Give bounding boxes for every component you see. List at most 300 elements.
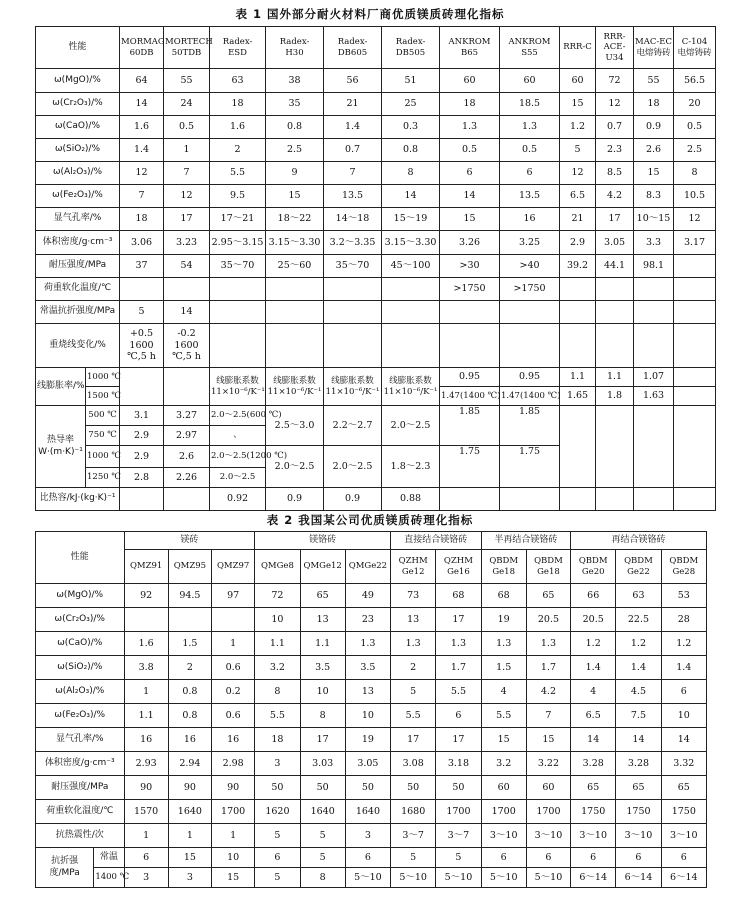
table1-cell: 13.5 <box>500 185 560 208</box>
table2-cell: 3.05 <box>345 752 390 776</box>
table1-cell: 55 <box>164 69 210 93</box>
table1-cell: 5.5 <box>210 162 266 185</box>
table1-cell: 10～15 <box>634 208 674 231</box>
table1-cell <box>500 324 560 368</box>
table2-group-header: 半再结合镁铬砖 <box>481 532 571 550</box>
table1-column-header: RRR- ACE-U34 <box>596 27 634 69</box>
table1-column-header: MORMAG 60DB <box>120 27 164 69</box>
table2-cell: 3～10 <box>661 824 706 848</box>
table1-cell: 10.5 <box>674 185 716 208</box>
table2-cell: 3.28 <box>571 752 616 776</box>
table1-cell <box>596 301 634 324</box>
table2-cell: 3.5 <box>300 656 345 680</box>
empty-cell <box>596 488 634 511</box>
table1-cell: 38 <box>266 69 324 93</box>
table2-cell: 5 <box>255 824 300 848</box>
table2-cell: 1.3 <box>526 632 570 656</box>
table1-cell: 12 <box>120 162 164 185</box>
table1-cell: 98.1 <box>634 255 674 278</box>
table1-cell: 17～21 <box>210 208 266 231</box>
table2-column-header: QBDM Ge28 <box>661 550 706 584</box>
table2-cell: 94.5 <box>168 584 211 608</box>
table2-cell: 2.98 <box>212 752 255 776</box>
table1-cell <box>674 255 716 278</box>
table1-cell: 72 <box>596 69 634 93</box>
table2-cell <box>212 608 255 632</box>
table1-cell: 3.26 <box>440 231 500 255</box>
table2-cell: 49 <box>345 584 390 608</box>
table1-cell: 63 <box>210 69 266 93</box>
table2-cell: 1.3 <box>345 632 390 656</box>
table2-cell: 5 <box>300 848 345 868</box>
table1-cell: 2.9 <box>120 446 164 468</box>
table2-cell: 6 <box>345 848 390 868</box>
table1-cell: 14 <box>382 185 440 208</box>
table1-cell: 24 <box>164 93 210 116</box>
table1-cell: 18 <box>634 93 674 116</box>
table1-cell: 9 <box>266 162 324 185</box>
table1-row <box>36 185 716 208</box>
table2-cell: 5.5 <box>255 704 300 728</box>
table1-cell <box>560 278 596 301</box>
table1-cell <box>440 301 500 324</box>
table1-cell <box>382 324 440 368</box>
table2-cell: 72 <box>255 584 300 608</box>
table2-cell: 60 <box>526 776 570 800</box>
table2-cell: 1 <box>212 824 255 848</box>
expansion-coef: 线膨胀系数 11×10⁻⁶/K⁻¹ <box>210 368 266 406</box>
table2-column-header: QBDM Ge22 <box>616 550 661 584</box>
table1-cell: 35～70 <box>210 255 266 278</box>
table1-cell: 2.97 <box>164 426 210 446</box>
table1-row-label: 荷重软化温度/℃ <box>36 278 120 301</box>
table2-column-header: QMGe22 <box>345 550 390 584</box>
table1-row <box>36 324 716 368</box>
table2-cell: 5～10 <box>345 868 390 888</box>
table2-row-label: ω(SiO₂)/% <box>36 656 125 680</box>
table2-cell: 1.3 <box>391 632 436 656</box>
table1-cell: 0.5 <box>674 116 716 139</box>
table2-column-header: QMZ97 <box>212 550 255 584</box>
table2-title: 表 2 我国某公司优质镁质砖理化指标 <box>266 513 474 527</box>
table2-cell: 7.5 <box>616 704 661 728</box>
table2-cell: 60 <box>481 776 526 800</box>
table2-group-header: 镁砖 <box>124 532 255 550</box>
table2-cell: 1.7 <box>436 656 481 680</box>
table1-cell: 8 <box>382 162 440 185</box>
flex-strength-label: 抗折强度/MPa <box>36 848 94 888</box>
table2-group-header: 直接结合镁铬砖 <box>391 532 482 550</box>
table2-cell: 1750 <box>571 800 616 824</box>
table2-column-header: QZHM Ge16 <box>436 550 481 584</box>
table2-cell: 92 <box>124 584 168 608</box>
table1-cell: 35 <box>266 93 324 116</box>
table1-cell: 60 <box>440 69 500 93</box>
table1-cell <box>674 301 716 324</box>
table1-cell: 1.3 <box>440 116 500 139</box>
table1-cell: 1.8～2.3 <box>382 446 440 488</box>
table2-row-label: ω(Cr₂O₃)/% <box>36 608 125 632</box>
table1-cell <box>266 324 324 368</box>
table1-row-label: ω(Cr₂O₃)/% <box>36 93 120 116</box>
table1-column-header: ANKROM B65 <box>440 27 500 69</box>
table1-cell: 2.0～2.5(600 ℃) <box>210 406 266 426</box>
table1-cell: >1750 <box>500 278 560 301</box>
conductivity-label: 热导率 W·(m·K)⁻¹ <box>36 406 86 488</box>
table1-cell: 35～70 <box>324 255 382 278</box>
table1-cell <box>596 324 634 368</box>
table2-column-header: QZHM Ge12 <box>391 550 436 584</box>
table1-cell <box>560 301 596 324</box>
table2-cell: 4.5 <box>616 680 661 704</box>
table1-cell: 6 <box>500 162 560 185</box>
table2-cell: 3.03 <box>300 752 345 776</box>
table2-cell: 3～7 <box>391 824 436 848</box>
table2-cell: 0.8 <box>168 680 211 704</box>
table2-cell: 3 <box>255 752 300 776</box>
table2-row-label: ω(Al₂O₃)/% <box>36 680 125 704</box>
table2-cell: 5～10 <box>436 868 481 888</box>
table2-cell: 3 <box>168 868 211 888</box>
table1-cell: 0.88 <box>382 488 440 511</box>
table2-column-header: QMGe12 <box>300 550 345 584</box>
table1-cell: >40 <box>500 255 560 278</box>
table2-cell: 3.2 <box>481 752 526 776</box>
table2-cell: 1 <box>212 632 255 656</box>
table2-cell: 15 <box>481 728 526 752</box>
table2-cell: 1750 <box>616 800 661 824</box>
table2-cell: 15 <box>526 728 570 752</box>
table1-cell: 18 <box>120 208 164 231</box>
table2-column-header: QBDM Ge18 <box>526 550 570 584</box>
table1-cell: 15 <box>440 208 500 231</box>
table2-cell: 4.2 <box>526 680 570 704</box>
table2-cell: 3～10 <box>481 824 526 848</box>
table2-cell: 1.2 <box>571 632 616 656</box>
table2-cell: 6 <box>255 848 300 868</box>
table2-cell <box>124 608 168 632</box>
table2-cell: 15 <box>212 868 255 888</box>
table2-cell: 19 <box>481 608 526 632</box>
table2-cell: 1 <box>124 680 168 704</box>
table2-cell: 50 <box>255 776 300 800</box>
table2-cell: 10 <box>300 680 345 704</box>
table2-cell: 3 <box>345 824 390 848</box>
table1-cell: 0.3 <box>382 116 440 139</box>
empty-cell <box>560 406 596 488</box>
table1-cell: 1.75 <box>500 446 560 488</box>
table2-cell: 6 <box>571 848 616 868</box>
table2-cell: 3～7 <box>436 824 481 848</box>
empty-cell <box>674 406 716 488</box>
table2-cell: 6～14 <box>571 868 616 888</box>
table1-cell <box>210 324 266 368</box>
table1-cell: 0.95 <box>440 368 500 387</box>
table2-cell: 1.1 <box>300 632 345 656</box>
table1-cell: 12 <box>560 162 596 185</box>
flex-sub-ambient: 常温 <box>94 848 124 868</box>
table1-cell: 3.15～3.30 <box>266 231 324 255</box>
table2-cell: 50 <box>391 776 436 800</box>
table1-cell: 6.5 <box>560 185 596 208</box>
table1-cell: 18.5 <box>500 93 560 116</box>
table2-cell: 13 <box>391 608 436 632</box>
table1-cell: 3.23 <box>164 231 210 255</box>
table1-cell: 0.8 <box>266 116 324 139</box>
table1-cell: +0.5 1600 ℃,5 h <box>120 324 164 368</box>
table1-column-header: C-104 电熔铸砖 <box>674 27 716 69</box>
table1-row-label: ω(CaO)/% <box>36 116 120 139</box>
table1-cell: 0.9 <box>324 488 382 511</box>
table1-cell: 7 <box>164 162 210 185</box>
table2-cell: 2.93 <box>124 752 168 776</box>
table2-cell: 1640 <box>345 800 390 824</box>
empty-cell <box>674 387 716 406</box>
table2-cell: 8 <box>300 868 345 888</box>
table1-cell: 21 <box>560 208 596 231</box>
table1-cell: 2.0～2.5 <box>266 446 324 488</box>
table2-cell: 1640 <box>300 800 345 824</box>
table1-cell <box>382 278 440 301</box>
table1-row <box>36 255 716 278</box>
table2-cell: 18 <box>255 728 300 752</box>
table2-cell: 3.22 <box>526 752 570 776</box>
table1-cell: 3.3 <box>634 231 674 255</box>
table2-cell: 3.8 <box>124 656 168 680</box>
table2-cell: 13 <box>345 680 390 704</box>
table2-cell: 5～10 <box>481 868 526 888</box>
table1-cell: 2.0～2.5(1200 ℃) <box>210 446 266 468</box>
table2-header-label: 性能 <box>36 532 125 584</box>
empty-cell <box>596 406 634 488</box>
table1-cell: 3.25 <box>500 231 560 255</box>
table2-cell: 3.32 <box>661 752 706 776</box>
table1-cell: 16 <box>500 208 560 231</box>
table1-cell: 44.1 <box>596 255 634 278</box>
table1-cell: 7 <box>324 162 382 185</box>
table1-cell: 0.92 <box>210 488 266 511</box>
table1-cell: 2.9 <box>120 426 164 446</box>
table2-cell: 50 <box>436 776 481 800</box>
table2-row-label: ω(Fe₂O₃)/% <box>36 704 125 728</box>
table2-cell: 16 <box>124 728 168 752</box>
table2-cell: 65 <box>300 584 345 608</box>
empty-cell <box>634 488 674 511</box>
table1-cell: 1.6 <box>120 116 164 139</box>
table2-cell: 68 <box>436 584 481 608</box>
table1-cell: 60 <box>560 69 596 93</box>
table2-cell: 68 <box>481 584 526 608</box>
table2-cell: 3～10 <box>616 824 661 848</box>
table1-cell: 3.06 <box>120 231 164 255</box>
table1-row <box>36 93 716 116</box>
table2-cell: 8 <box>255 680 300 704</box>
table1-cell: 25～60 <box>266 255 324 278</box>
table1-row <box>36 69 716 93</box>
table2-cell: 6～14 <box>616 868 661 888</box>
table1-column-header: RRR-C <box>560 27 596 69</box>
table2-cell: 4 <box>571 680 616 704</box>
table2-cell: 90 <box>168 776 211 800</box>
table2-cell: 13 <box>300 608 345 632</box>
table1-cell <box>634 278 674 301</box>
table2-cell: 19 <box>345 728 390 752</box>
table2-cell: 3.18 <box>436 752 481 776</box>
table2-cell: 0.6 <box>212 656 255 680</box>
expansion-coef: 线膨胀系数 11×10⁻⁶/K⁻¹ <box>266 368 324 406</box>
table2-cell: 3.2 <box>255 656 300 680</box>
table1-cell: 55 <box>634 69 674 93</box>
table2-cell: 5 <box>300 824 345 848</box>
table1-cell: 8.3 <box>634 185 674 208</box>
conductivity-temp: 500 ℃ <box>86 406 120 426</box>
table1-cell: 2.6 <box>634 139 674 162</box>
table2-cell: 16 <box>168 728 211 752</box>
empty-cell <box>560 488 596 511</box>
table1-cell: 1.4 <box>324 116 382 139</box>
table1-cell: 2.5 <box>674 139 716 162</box>
table2-cell: 1.5 <box>168 632 211 656</box>
table2-cell: 0.8 <box>168 704 211 728</box>
table1-cell: 2.3 <box>596 139 634 162</box>
table2-cell: 6 <box>661 848 706 868</box>
table1-cell: 1.47(1400 ℃) <box>440 387 500 406</box>
table1-cell: 39.2 <box>560 255 596 278</box>
table2-cell: 50 <box>345 776 390 800</box>
table2-group-header: 再结合镁铬砖 <box>571 532 707 550</box>
table1-row <box>36 116 716 139</box>
empty-cell <box>120 488 164 511</box>
table2-cell: 65 <box>616 776 661 800</box>
table1-row-label: ω(Fe₂O₃)/% <box>36 185 120 208</box>
table1-cell: 9.5 <box>210 185 266 208</box>
table2-cell: 4 <box>481 680 526 704</box>
table2-row-label: 荷重软化温度/℃ <box>36 800 125 824</box>
table1-row-label: 常温抗折强度/MPa <box>36 301 120 324</box>
table2-cell: 17 <box>391 728 436 752</box>
table1-cell: 6 <box>440 162 500 185</box>
table2-cell: 1 <box>168 824 211 848</box>
table2-column-header: QMZ91 <box>124 550 168 584</box>
table2-cell: 22.5 <box>616 608 661 632</box>
table2-cell: 1680 <box>391 800 436 824</box>
table1-column-header: MORTECH 50TDB <box>164 27 210 69</box>
table2-column-header: QBDM Ge18 <box>481 550 526 584</box>
table2-cell: 1 <box>124 824 168 848</box>
table2-cell: 65 <box>526 584 570 608</box>
table2-cell: 14 <box>616 728 661 752</box>
empty-cell <box>500 488 560 511</box>
table2-cell: 5 <box>255 868 300 888</box>
expansion-coef: 线膨胀系数 11×10⁻⁶/K⁻¹ <box>382 368 440 406</box>
table1-cell: 2.0～2.5 <box>210 468 266 488</box>
table1-cell: 1.6 <box>210 116 266 139</box>
expansion-coef: 线膨胀系数 11×10⁻⁶/K⁻¹ <box>324 368 382 406</box>
table1-cell: 、 <box>210 426 266 446</box>
table2-cell: 66 <box>571 584 616 608</box>
table2-cell: 5.5 <box>436 680 481 704</box>
table1-cell: 1.1 <box>560 368 596 387</box>
table1-cell: 1.2 <box>560 116 596 139</box>
table1-cell <box>596 278 634 301</box>
table1-cell: 12 <box>164 185 210 208</box>
table2-cell: 1.4 <box>661 656 706 680</box>
table1-row-label: 耐压强度/MPa <box>36 255 120 278</box>
table1-row <box>36 231 716 255</box>
table2-cell <box>168 608 211 632</box>
table1-row-label: ω(Al₂O₃)/% <box>36 162 120 185</box>
table2-cell: 97 <box>212 584 255 608</box>
empty-cell <box>120 368 164 406</box>
table1-cell: 56.5 <box>674 69 716 93</box>
table1-cell: 3.1 <box>120 406 164 426</box>
table1-cell: 2 <box>210 139 266 162</box>
table1-cell: 17 <box>596 208 634 231</box>
table1-cell: 14 <box>440 185 500 208</box>
table2-cell: 1640 <box>168 800 211 824</box>
table2-cell: 1.4 <box>616 656 661 680</box>
table2-column-header: QBDM Ge20 <box>571 550 616 584</box>
table1-cell <box>324 301 382 324</box>
table2-cell: 1.3 <box>436 632 481 656</box>
expansion-temp-1000: 1000 ℃ <box>86 368 120 387</box>
table2-cell: 6 <box>481 848 526 868</box>
table1-cell: 2.5～3.0 <box>266 406 324 446</box>
table2-cell: 10 <box>345 704 390 728</box>
specific-heat-label: 比热容/kJ·(kg·K)⁻¹ <box>36 488 120 511</box>
table1-cell: 0.5 <box>164 116 210 139</box>
table1-column-header: Radex- DB505 <box>382 27 440 69</box>
table2-cell: 0.2 <box>212 680 255 704</box>
table1-cell <box>674 278 716 301</box>
table1-cell: 14 <box>164 301 210 324</box>
table2-cell: 1.1 <box>124 704 168 728</box>
table1-cell: 15 <box>266 185 324 208</box>
table2-cell: 10 <box>212 848 255 868</box>
table2-cell: 5～10 <box>391 868 436 888</box>
table2-cell: 1700 <box>436 800 481 824</box>
table2-cell: 5.5 <box>481 704 526 728</box>
table1-cell: 2.6 <box>164 446 210 468</box>
table1-cell: 0.5 <box>440 139 500 162</box>
table2-cell: 5 <box>391 680 436 704</box>
table2-cell: 16 <box>212 728 255 752</box>
table1-row <box>36 139 716 162</box>
table1-cell: 1.47(1400 ℃) <box>500 387 560 406</box>
table2-cell: 2.94 <box>168 752 211 776</box>
table2-cell: 2 <box>391 656 436 680</box>
table1-cell: 0.8 <box>382 139 440 162</box>
table1-cell: >1750 <box>440 278 500 301</box>
table2-cell: 90 <box>212 776 255 800</box>
table1-cell: 1.65 <box>560 387 596 406</box>
table2-cell: 17 <box>436 608 481 632</box>
table1-cell: 0.5 <box>500 139 560 162</box>
table1-cell: 1.3 <box>500 116 560 139</box>
table1-cell <box>440 324 500 368</box>
table1-cell <box>634 301 674 324</box>
table2-cell: 1.4 <box>571 656 616 680</box>
table1-cell: 14 <box>120 93 164 116</box>
table1-cell <box>266 301 324 324</box>
table2-cell: 5 <box>391 848 436 868</box>
table1-cell <box>634 324 674 368</box>
table1-cell: 1.07 <box>634 368 674 387</box>
table1-cell <box>500 301 560 324</box>
table1-cell: 3.05 <box>596 231 634 255</box>
table2-cell: 23 <box>345 608 390 632</box>
table1-cell: 1.8 <box>596 387 634 406</box>
